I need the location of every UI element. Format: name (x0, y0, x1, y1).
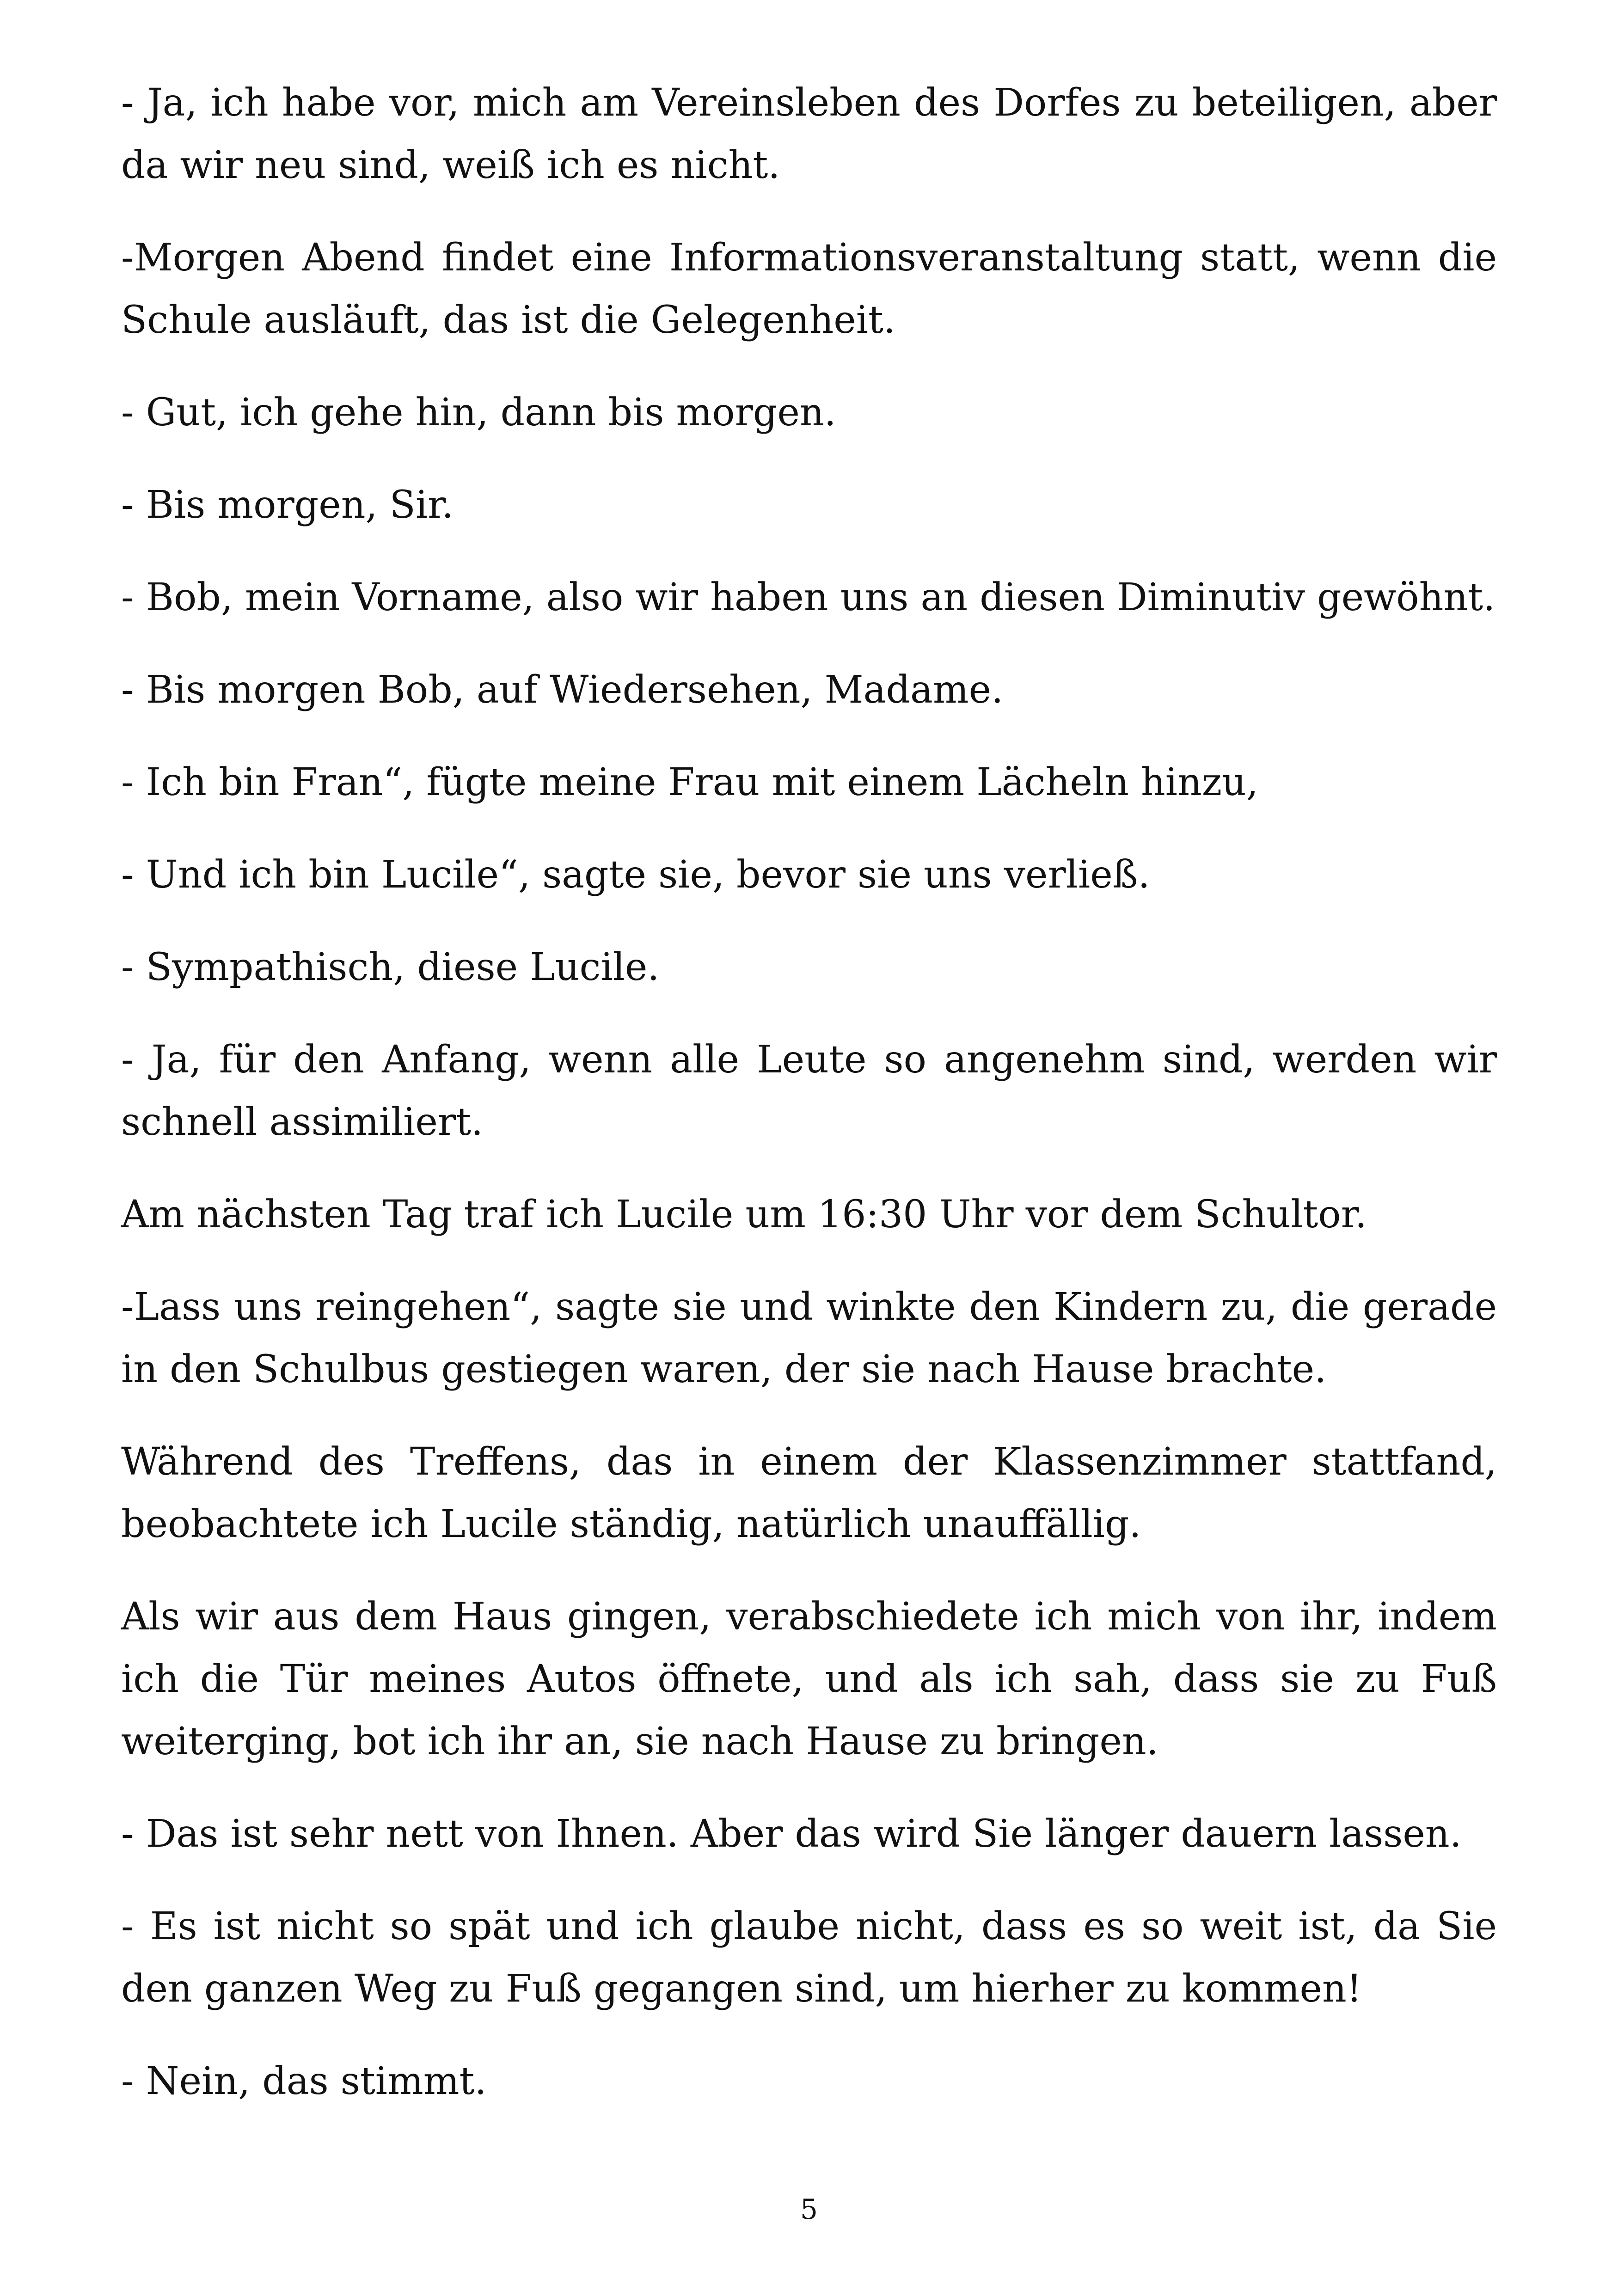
paragraph: - Sympathisch, diese Lucile. (121, 945, 660, 989)
paragraph: - Ja, für den Anfang, wenn alle Leute so angenehm sind, werden wir schnell assimiliert. (121, 1038, 1497, 1144)
paragraph: - Bis morgen, Sir. (121, 483, 454, 527)
paragraph: - Das ist sehr nett von Ihnen. Aber das wird Sie länger dauern lassen. (121, 1812, 1462, 1856)
paragraph: -Morgen Abend findet eine Informationsveranstaltung statt, wenn die Schule ausläuft, das ist die Gelegenheit. (121, 236, 1497, 342)
paragraph: Am nächsten Tag traf ich Lucile um 16:30 Uhr vor dem Schultor. (121, 1193, 1367, 1237)
paragraph: - Bob, mein Vorname, also wir haben uns an diesen Diminutiv gewöhnt. (121, 576, 1495, 619)
paragraph: - Und ich bin Lucile“, sagte sie, bevor sie uns verließ. (121, 853, 1150, 897)
paragraph: - Ich bin Fran“, fügte meine Frau mit einem Lächeln hinzu, (121, 760, 1258, 804)
paragraph: -Lass uns reingehen“, sagte sie und winkte den Kindern zu, die gerade in den Schulbus gestiegen waren, der sie nach Hause brachte. (121, 1285, 1497, 1391)
paragraph: - Bis morgen Bob, auf Wiedersehen, Madame. (121, 668, 1004, 712)
paragraph: - Nein, das stimmt. (121, 2059, 487, 2103)
paragraph: - Es ist nicht so spät und ich glaube nicht, dass es so weit ist, da Sie den ganzen Weg zu Fuß gegangen sind, um hierher zu kommen! (121, 1904, 1497, 2011)
page-body (121, 72, 1497, 2143)
paragraph: Während des Treffens, das in einem der Klassenzimmer stattfand, beobachtete ich Lucile ständig, natürlich unauffällig. (121, 1440, 1497, 1546)
paragraph: - Ja, ich habe vor, mich am Vereinsleben des Dorfes zu beteiligen, aber da wir neu sind, weiß ich es nicht. (121, 81, 1497, 187)
paragraph: Als wir aus dem Haus gingen, verabschiedete ich mich von ihr, indem ich die Tür meines Autos öffnete, und als ich sah, dass sie zu Fuß weiterging, bot ich ihr an, sie nach Hause zu bringen. (121, 1595, 1497, 1763)
paragraph: - Gut, ich gehe hin, dann bis morgen. (121, 391, 836, 435)
page-number: 5 (800, 2193, 818, 2226)
